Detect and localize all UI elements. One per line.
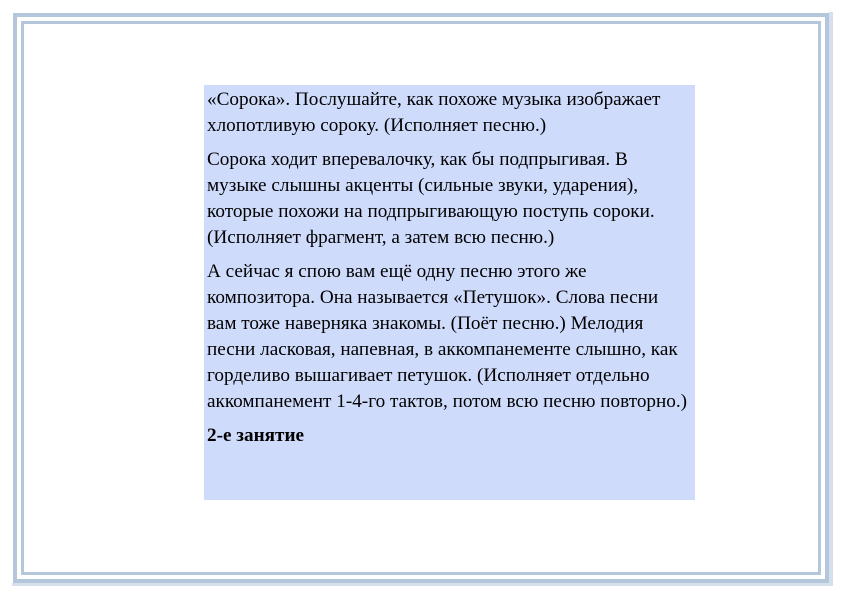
text-box <box>204 85 695 500</box>
frame-shadow-bottom <box>12 583 832 586</box>
paragraph-soroka-description: Сорока ходит вперевалочку, как бы подпрыгивая. В музыке слышны акценты (сильные звуки, ударения), которые похожи на подпрыгивающую поступь сороки. (Исполняет фрагмент, а затем всю песню.) <box>207 149 655 248</box>
paragraph-soroka-intro: «Сорока». Послушайте, как похоже музыка изображает хлопотливую сороку. (Исполняет песню.) <box>207 89 661 136</box>
frame-shadow-right <box>829 12 833 586</box>
section-heading: 2-е занятие <box>207 425 305 446</box>
paragraph-petushok: А сейчас я спою вам ещё одну песню этого же композитора. Она называется «Петушок». Слова песни вам тоже наверняка знакомы. (Поёт песню.) Мелодия песни ласковая, напевная, в аккомпанементе слышно, как горделиво вышагивает петушок. (Исполняет отдельно аккомпанемент 1-4-го тактов, потом всю песню повторно.) <box>207 261 688 412</box>
